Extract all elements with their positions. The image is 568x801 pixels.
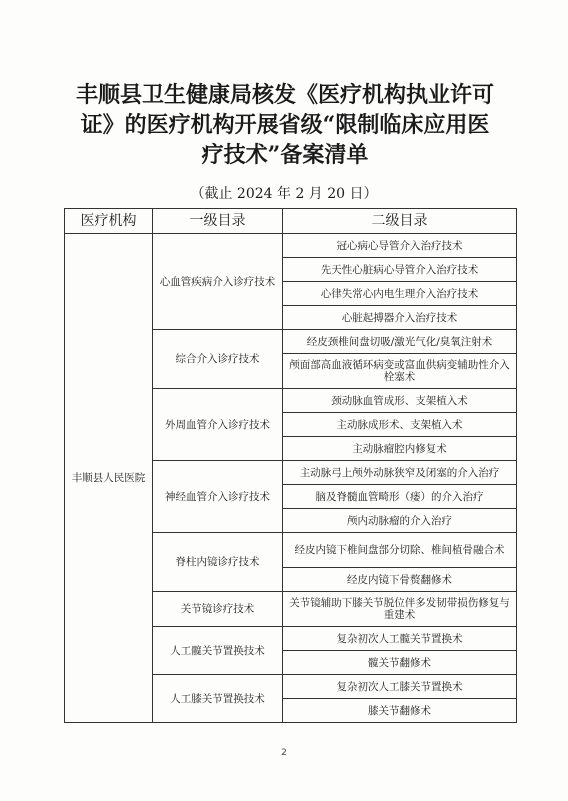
filing-table: [64, 208, 517, 723]
level1-category-cell: 脊柱内镜诊疗技术: [153, 533, 283, 592]
institution-cell: 丰顺县人民医院: [65, 234, 153, 723]
level2-item-cell: 颅内动脉瘤的介入治疗: [283, 509, 517, 533]
header-institution: 医疗机构: [65, 209, 153, 234]
table-header-row: [65, 209, 517, 234]
level2-item-cell: 经皮内镜下椎间盘部分切除、椎间植骨融合术: [283, 533, 517, 568]
level2-item-cell: 脑及脊髓血管畸形（瘘）的介入治疗: [283, 485, 517, 509]
level1-category-cell: 关节镜诊疗技术: [153, 592, 283, 627]
level2-item-cell: 经皮内镜下骨赘翻修术: [283, 568, 517, 592]
table-body: [65, 234, 517, 723]
level2-item-cell: 主动脉成形术、支架植入术: [283, 413, 517, 437]
level2-item-cell: 髋关节翻修术: [283, 651, 517, 675]
level1-category-cell: 人工膝关节置换技术: [153, 675, 283, 723]
level2-item-cell: 心脏起搏器介入治疗技术: [283, 306, 517, 330]
level1-category-cell: 综合介入诊疗技术: [153, 330, 283, 389]
level2-item-cell: 心律失常心内电生理介入治疗技术: [283, 282, 517, 306]
header-level2: 二级目录: [283, 209, 517, 234]
level2-item-cell: 先天性心脏病心导管介入治疗技术: [283, 258, 517, 282]
level2-item-cell: 复杂初次人工髋关节置换术: [283, 627, 517, 651]
page-number: 2: [281, 748, 287, 758]
level1-category-cell: 神经血管介入诊疗技术: [153, 461, 283, 533]
level2-item-cell: 颈动脉血管成形、支架植入术: [283, 389, 517, 413]
level2-item-cell: 关节镜辅助下膝关节脱位伴多发韧带损伤修复与重建术: [283, 592, 517, 627]
level2-item-cell: 主动脉弓上颅外动脉狭窄及闭塞的介入治疗: [283, 461, 517, 485]
level2-item-cell: 复杂初次人工膝关节置换术: [283, 675, 517, 699]
document-subtitle: （截止 2024 年 2 月 20 日）: [190, 186, 378, 202]
table-row: [65, 234, 517, 258]
level1-category-cell: 心血管疾病介入诊疗技术: [153, 234, 283, 330]
level2-item-cell: 主动脉瘤腔内修复术: [283, 437, 517, 461]
level2-item-cell: 经皮颈椎间盘切吸/激光气化/臭氧注射术: [283, 330, 517, 354]
level1-category-cell: 外周血管介入诊疗技术: [153, 389, 283, 461]
header-level1: 一级目录: [153, 209, 283, 234]
level2-item-cell: 膝关节翻修术: [283, 699, 517, 723]
level1-category-cell: 人工髋关节置换技术: [153, 627, 283, 675]
document-title: 丰顺县卫生健康局核发《医疗机构执业许可证》的医疗机构开展省级“限制临床应用医疗技术”备案清单: [75, 82, 494, 168]
level2-item-cell: 颅面部高血液循环病变或富血供病变辅助性介入栓塞术: [283, 354, 517, 389]
level2-item-cell: 冠心病心导管介入治疗技术: [283, 234, 517, 258]
